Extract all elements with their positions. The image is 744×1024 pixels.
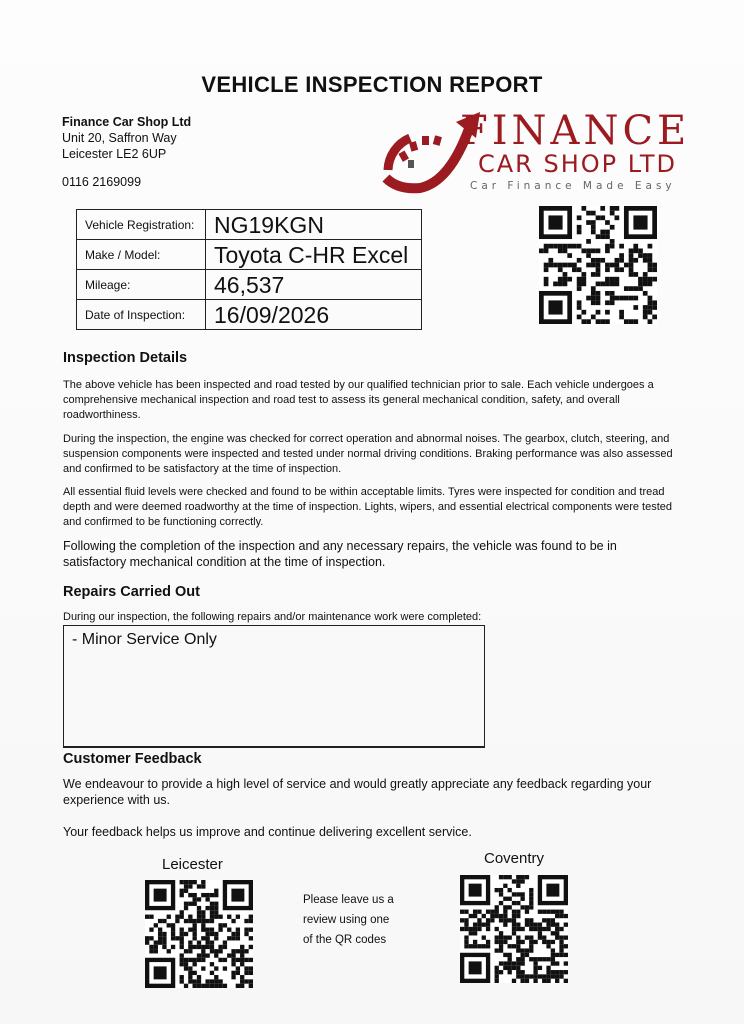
mileage-value: 46,537	[206, 270, 422, 300]
coventry-label: Coventry	[484, 850, 545, 867]
table-row	[77, 300, 422, 330]
address-line-2: Leicester LE2 6UP	[62, 147, 167, 161]
review-line-3: of the QR codes	[303, 934, 387, 946]
mileage-label: Mileage:	[77, 270, 206, 300]
inspection-paragraph-3: All essential fluid levels were checked and found to be within acceptable limits. Tyres were inspected for condition and tread depth and were deemed roadworthy at the time of inspection. Lights, wipers, and essential electrical components were tested and confirmed to be functioning correctly.	[63, 486, 673, 528]
company-phone: 0116 2169099	[62, 175, 142, 189]
repairs-intro: During our inspection, the following repairs and/or maintenance work were completed:	[63, 611, 482, 623]
inspection-details-heading: Inspection Details	[63, 350, 188, 366]
address-line-1: Unit 20, Saffron Way	[62, 131, 177, 145]
make-model-label: Make / Model:	[77, 240, 206, 270]
inspection-paragraph-4: Following the completion of the inspection and any necessary repairs, the vehicle was found to be in satisfactory mechanical condition at the time of inspection.	[63, 539, 617, 569]
registration-label: Vehicle Registration:	[77, 210, 206, 240]
logo-carshop-text: CAR SHOP LTD	[478, 150, 677, 178]
customer-feedback-heading: Customer Feedback	[63, 751, 202, 767]
inspection-paragraph-2: During the inspection, the engine was checked for correct operation and abnormal noises. The gearbox, clutch, steering, and suspension components were inspected and tested under normal driving conditions. Braking performance was also assessed and confirmed to be satisfactory at the time of inspection.	[63, 433, 673, 475]
logo-finance-text: FINANCE	[460, 108, 691, 154]
review-instructions	[303, 890, 394, 950]
review-line-1: Please leave us a	[303, 894, 394, 906]
make-model-value: Toyota C-HR Excel	[206, 240, 422, 270]
table-row	[77, 270, 422, 300]
company-logo	[380, 108, 691, 196]
registration-value: NG19KGN	[206, 210, 422, 240]
inspection-paragraph-1: The above vehicle has been inspected and road tested by our qualified technician prior to sale. Each vehicle undergoes a comprehensive mechanical inspection and road test to assess its general mechanical condition, safety, and overall roadworthiness.	[63, 379, 654, 421]
inspection-date-label: Date of Inspection:	[77, 300, 206, 330]
review-line-2: review using one	[303, 914, 390, 926]
repairs-heading: Repairs Carried Out	[63, 584, 200, 600]
qr-code-icon	[539, 206, 657, 324]
table-row	[77, 240, 422, 270]
table-row	[77, 210, 422, 240]
logo-tagline: Car Finance Made Easy	[470, 180, 676, 192]
vehicle-info-table	[76, 209, 422, 330]
repairs-box	[63, 625, 485, 748]
inspection-date-value: 16/09/2026	[206, 300, 422, 330]
leicester-label: Leicester	[162, 856, 223, 873]
report-title: VEHICLE INSPECTION REPORT	[201, 72, 543, 97]
feedback-paragraph-2: Your feedback helps us improve and continue delivering excellent service.	[63, 825, 472, 839]
company-address-block	[62, 114, 191, 162]
repairs-value: - Minor Service Only	[72, 631, 217, 648]
company-name: Finance Car Shop Ltd	[62, 115, 192, 129]
leicester-qr-code-icon[interactable]	[145, 880, 253, 988]
coventry-qr-code-icon[interactable]	[460, 875, 568, 983]
feedback-paragraph-1: We endeavour to provide a high level of service and would greatly appreciate any feedback regarding your experience with us.	[63, 777, 652, 807]
